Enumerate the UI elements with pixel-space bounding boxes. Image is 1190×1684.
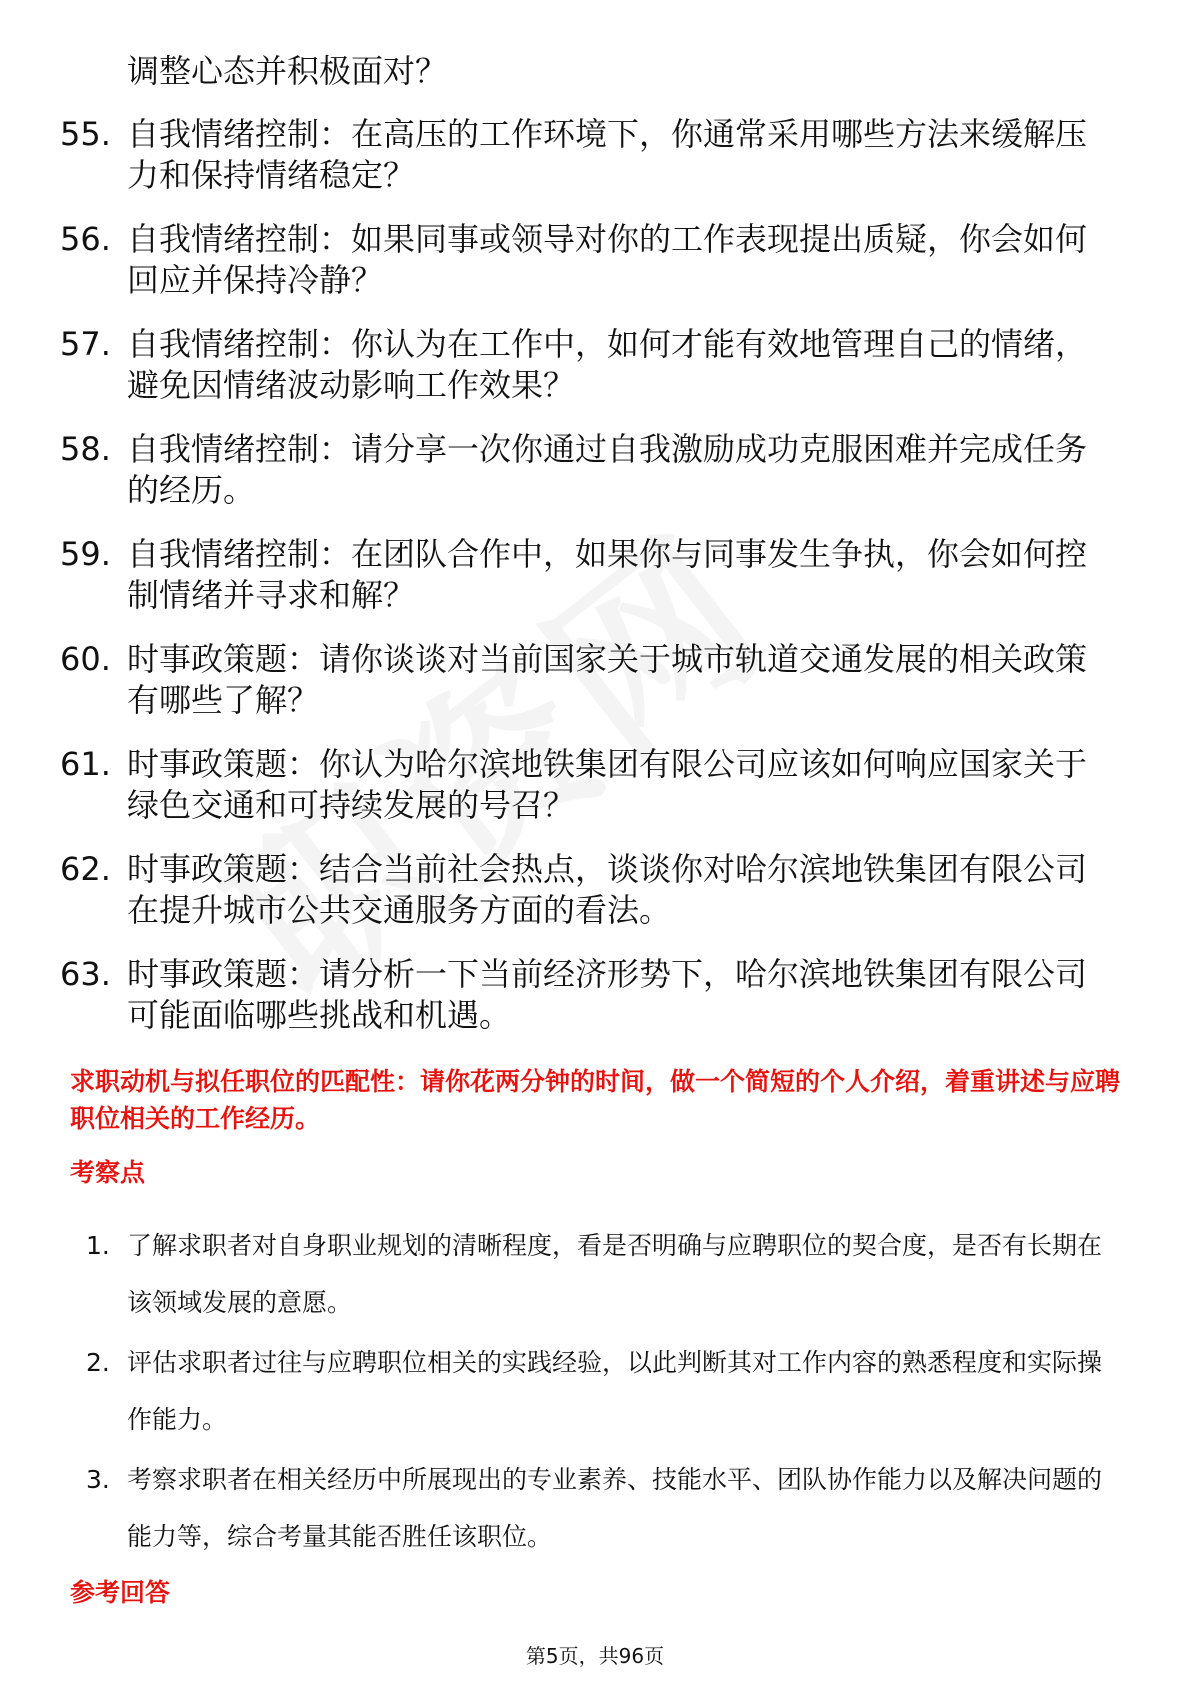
question-item (0, 219, 1117, 301)
question-item (0, 429, 1117, 511)
question-text: 时事政策题：结合当前社会热点，谈谈你对哈尔滨地铁集团有限公司在提升城市公共交通服务方面的看法。 (127, 850, 1088, 929)
point-item (0, 1217, 1117, 1331)
question-number: 58. (60, 430, 111, 468)
question-item (0, 849, 1117, 931)
point-number: 1. (86, 1231, 110, 1260)
question-text: 自我情绪控制：你认为在工作中，如何才能有效地管理自己的情绪，避免因情绪波动影响工作效果？ (127, 325, 1088, 404)
point-text: 评估求职者过往与应聘职位相关的实践经验，以此判断其对工作内容的熟悉程度和实际操作能力。 (127, 1348, 1103, 1434)
question-number: 60. (60, 640, 111, 678)
question-item (0, 114, 1117, 196)
question-number: 55. (60, 115, 111, 153)
question-item (0, 534, 1117, 616)
page-number: 第5页，共96页 (525, 1644, 665, 1668)
question-item (0, 324, 1117, 406)
question-text: 时事政策题：请你谈谈对当前国家关于城市轨道交通发展的相关政策有哪些了解？ (127, 640, 1088, 719)
point-number: 2. (86, 1348, 110, 1377)
question-number: 57. (60, 325, 111, 363)
question-number: 62. (60, 850, 111, 888)
question-item (0, 954, 1117, 1036)
question-number: 59. (60, 535, 111, 573)
question-text: 自我情绪控制：在团队合作中，如果你与同事发生争执，你会如何控制情绪并寻求和解？ (127, 535, 1088, 614)
question-text: 自我情绪控制：请分享一次你通过自我激励成功克服困难并完成任务的经历。 (127, 430, 1088, 509)
question-item (0, 639, 1117, 721)
point-text: 了解求职者对自身职业规划的清晰程度，看是否明确与应聘职位的契合度，是否有长期在该领域发展的意愿。 (127, 1231, 1103, 1317)
question-list (0, 50, 1190, 1059)
point-number: 3. (86, 1465, 110, 1494)
question-number: 63. (60, 955, 111, 993)
question-text: 自我情绪控制：如果同事或领导对你的工作表现提出质疑，你会如何回应并保持冷静？ (127, 220, 1088, 299)
point-item (0, 1451, 1117, 1565)
answer-heading: 参考回答 (70, 1578, 171, 1607)
question-number: 61. (60, 745, 111, 783)
question-item (0, 744, 1117, 826)
question-number: 56. (60, 220, 111, 258)
evaluation-points (0, 1217, 1190, 1568)
point-text: 考察求职者在相关经历中所展现出的专业素养、技能水平、团队协作能力以及解决问题的能力等，综合考量其能否胜任该职位。 (127, 1465, 1103, 1551)
points-heading: 考察点 (70, 1158, 146, 1187)
point-item (0, 1334, 1117, 1448)
question-continuation: 调整心态并积极面对？ (127, 52, 448, 90)
question-text: 时事政策题：你认为哈尔滨地铁集团有限公司应该如何响应国家关于绿色交通和可持续发展的号召？ (127, 745, 1088, 824)
question-text: 自我情绪控制：在高压的工作环境下，你通常采用哪些方法来缓解压力和保持情绪稳定？ (127, 115, 1088, 194)
question-text: 时事政策题：请分析一下当前经济形势下，哈尔滨地铁集团有限公司可能面临哪些挑战和机遇。 (127, 955, 1088, 1034)
section-title: 求职动机与拟任职位的匹配性：请你花两分钟的时间，做一个简短的个人介绍，着重讲述与应聘职位相关的工作经历。 (70, 1067, 1121, 1133)
